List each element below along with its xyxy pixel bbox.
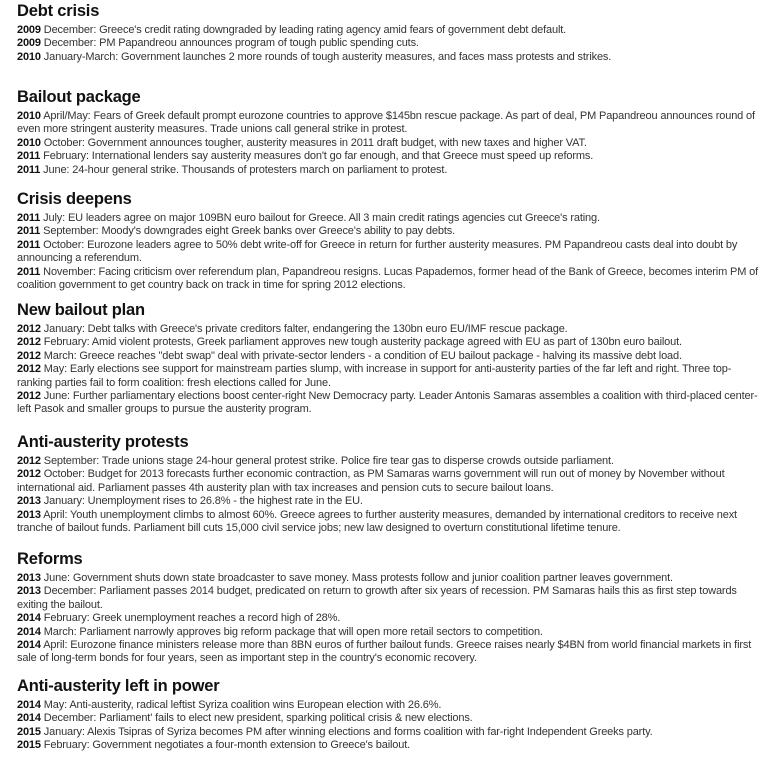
entry-text: September: Trade unions stage 24-hour general protest strike. Police fire tear gas to disperse crowds outside parliament. — [43, 455, 614, 467]
timeline-entry — [17, 726, 765, 739]
section-heading: Anti-austerity left in power — [17, 677, 220, 695]
entry-text: May: Early elections see support for mainstream parties slump, with increase in support for anti-austerity parties of the far left and right. Three top-ranking parties fail to form coalition: fresh elections called for June. — [17, 363, 732, 389]
timeline-entry — [17, 164, 765, 177]
timeline-entry — [17, 712, 765, 725]
timeline-entry — [17, 266, 765, 293]
entry-year: 2011 — [17, 212, 41, 224]
timeline-entry — [17, 626, 765, 639]
timeline-entry — [17, 212, 765, 225]
entry-text: January-March: Government launches 2 more rounds of tough austerity measures, and faces mass protests and strikes. — [43, 50, 612, 63]
entry-year: 2010 — [17, 110, 41, 122]
entry-year: 2011 — [17, 238, 41, 251]
timeline-entry — [17, 639, 765, 666]
entry-year: 2013 — [17, 495, 41, 508]
entry-year: 2015 — [17, 739, 41, 752]
entry-text: April: Eurozone finance ministers release more than 8BN euros of further bailout funds. Greece raises nearly $4BN from world financial markets in first sale of long-term bonds for four years, seen as important step in the country's economic recovery. — [17, 639, 752, 665]
entry-year: 2010 — [17, 50, 41, 63]
entry-text: October: Government announces tougher, austerity measures in 2011 draft budget, with new taxes and higher VAT. — [43, 136, 587, 149]
section-heading: Debt crisis — [17, 2, 100, 20]
section-heading: Anti-austerity protests — [17, 433, 189, 451]
timeline-section — [17, 677, 765, 753]
section-heading: New bailout plan — [17, 301, 145, 319]
timeline-entry — [17, 363, 765, 390]
entry-year: 2011 — [17, 225, 41, 238]
timeline-entry — [17, 572, 765, 585]
entry-text: December: Parliament' fails to elect new president, sparking political crisis & new elections. — [43, 712, 473, 725]
timeline-entry — [17, 350, 765, 363]
timeline-entry — [17, 739, 765, 752]
timeline-section — [17, 433, 765, 535]
timeline-entry — [17, 699, 765, 712]
entry-year: 2014 — [17, 639, 41, 652]
entry-year: 2013 — [17, 572, 41, 584]
entry-year: 2012 — [17, 455, 41, 467]
entry-text: December: Parliament passes 2014 budget, predicated on return to growth after six years of recession. PM Samaras hails this as first step towards exiting the bailout. — [17, 585, 737, 611]
entry-text: November: Facing criticism over referendum plan, Papandreou resigns. Lucas Papademos, former head of the Bank of Greece, becomes interim PM of coalition government to get country back on track in time for spring 2012 elections. — [17, 265, 759, 292]
entry-text: July: EU leaders agree on major 109BN euro bailout for Greece. All 3 main credit ratings agencies cut Greece's rating. — [43, 212, 600, 224]
timeline-entry — [17, 24, 765, 37]
timeline-entry — [17, 509, 765, 536]
entry-year: 2014 — [17, 612, 41, 625]
entry-text: September: Moody's downgrades eight Greek banks over Greece's ability to pay debts. — [43, 225, 455, 238]
entry-text: April: Youth unemployment climbs to almost 60%. Greece agrees to further austerity measures, demanded by international creditors to receive next tranche of bailout funds. Parliament bill cuts 15,000 civil service jobs; new law designed to overturn constitutional lifetime tenure. — [17, 508, 737, 535]
entry-text: June: Government shuts down state broadcaster to save money. Mass protests follow and junior coalition partner leaves government. — [43, 572, 673, 584]
timeline-entry — [17, 323, 765, 336]
timeline-entry — [17, 37, 765, 50]
entry-text: March: Parliament narrowly approves big reform package that will open more retail sectors to competition. — [43, 625, 543, 638]
entry-text: March: Greece reaches "debt swap" deal with private-sector lenders - a condition of EU bailout package - halving its massive debt load. — [43, 349, 682, 362]
entry-text: May: Anti-austerity, radical leftist Syriza coalition wins European election with 26.6%. — [43, 699, 442, 711]
entry-text: December: PM Papandreou announces program of tough public spending cuts. — [43, 37, 419, 50]
entry-year: 2011 — [17, 163, 41, 176]
section-heading: Bailout package — [17, 88, 141, 106]
timeline-section — [17, 2, 765, 64]
timeline-entry — [17, 110, 765, 137]
entry-text: April/May: Fears of Greek default prompt eurozone countries to approve $145bn rescue package. As part of deal, PM Papandreou announces round of even more stringent austerity measures. Trade unions call general strike in protest. — [17, 110, 755, 136]
entry-text: October: Budget for 2013 forecasts further economic contraction, as PM Samaras warns government will run out of money by November without international aid. Parliament passes 4th austerity plan with tax increases and pension cuts to secure bailout loans. — [17, 468, 725, 494]
entry-text: February: Amid violent protests, Greek parliament approves new tough austerity package agreed with EU as part of 130bn euro bailout. — [43, 336, 682, 349]
entry-text: February: Government negotiates a four-month extension to Greece's bailout. — [43, 739, 411, 752]
entry-year: 2014 — [17, 699, 41, 711]
entry-text: January: Debt talks with Greece's private creditors falter, endangering the 130bn euro EU/IMF rescue package. — [43, 323, 568, 335]
timeline-section — [17, 301, 765, 417]
entry-text: February: International lenders say austerity measures don't go far enough, and that Greece must speed up reforms. — [43, 150, 594, 163]
timeline-entry — [17, 51, 765, 64]
timeline-entry — [17, 468, 765, 495]
timeline-entry — [17, 137, 765, 150]
section-heading: Crisis deepens — [17, 190, 132, 208]
timeline-entry — [17, 150, 765, 163]
timeline-section — [17, 190, 765, 292]
entry-year: 2014 — [17, 712, 41, 725]
entry-year: 2013 — [17, 508, 41, 521]
entry-year: 2015 — [17, 725, 41, 738]
entry-year: 2012 — [17, 336, 41, 349]
entry-year: 2012 — [17, 349, 41, 362]
entry-year: 2013 — [17, 585, 41, 598]
entry-year: 2012 — [17, 363, 41, 376]
entry-text: June: 24-hour general strike. Thousands of protesters march on parliament to protest. — [43, 163, 448, 176]
timeline-entry — [17, 455, 765, 468]
timeline-entry — [17, 585, 765, 612]
timeline-entry — [17, 495, 765, 508]
timeline-entry — [17, 390, 765, 417]
timeline-entry — [17, 612, 765, 625]
entry-text: January: Alexis Tsipras of Syriza becomes PM after winning elections and forms coalition with far-right Independent Greeks party. — [43, 725, 653, 738]
entry-text: January: Unemployment rises to 26.8% - the highest rate in the EU. — [43, 495, 363, 508]
entry-year: 2014 — [17, 625, 41, 638]
entry-year: 2009 — [17, 24, 41, 36]
timeline-entry — [17, 336, 765, 349]
entry-year: 2011 — [17, 150, 41, 163]
entry-text: October: Eurozone leaders agree to 50% debt write-off for Greece in return for further austerity measures. PM Papandreou casts deal into doubt by announcing a referendum. — [17, 238, 738, 265]
timeline-section — [17, 88, 765, 177]
section-heading: Reforms — [17, 550, 83, 568]
entry-year: 2012 — [17, 323, 41, 335]
entry-year: 2012 — [17, 468, 41, 481]
entry-text: February: Greek unemployment reaches a record high of 28%. — [43, 612, 341, 625]
entry-year: 2012 — [17, 390, 41, 403]
timeline-entry — [17, 225, 765, 238]
entry-year: 2011 — [17, 265, 41, 278]
timeline-section — [17, 550, 765, 666]
timeline-entry — [17, 239, 765, 266]
entry-text: June: Further parliamentary elections boost center-right New Democracy party. Leader Antonis Samaras assembles a coalition with third-placed center-left Pasok and smaller groups to pursue the austerity program. — [17, 390, 758, 416]
entry-year: 2009 — [17, 37, 41, 50]
entry-year: 2010 — [17, 136, 41, 149]
entry-text: December: Greece's credit rating downgraded by leading rating agency amid fears of government debt default. — [43, 24, 567, 36]
